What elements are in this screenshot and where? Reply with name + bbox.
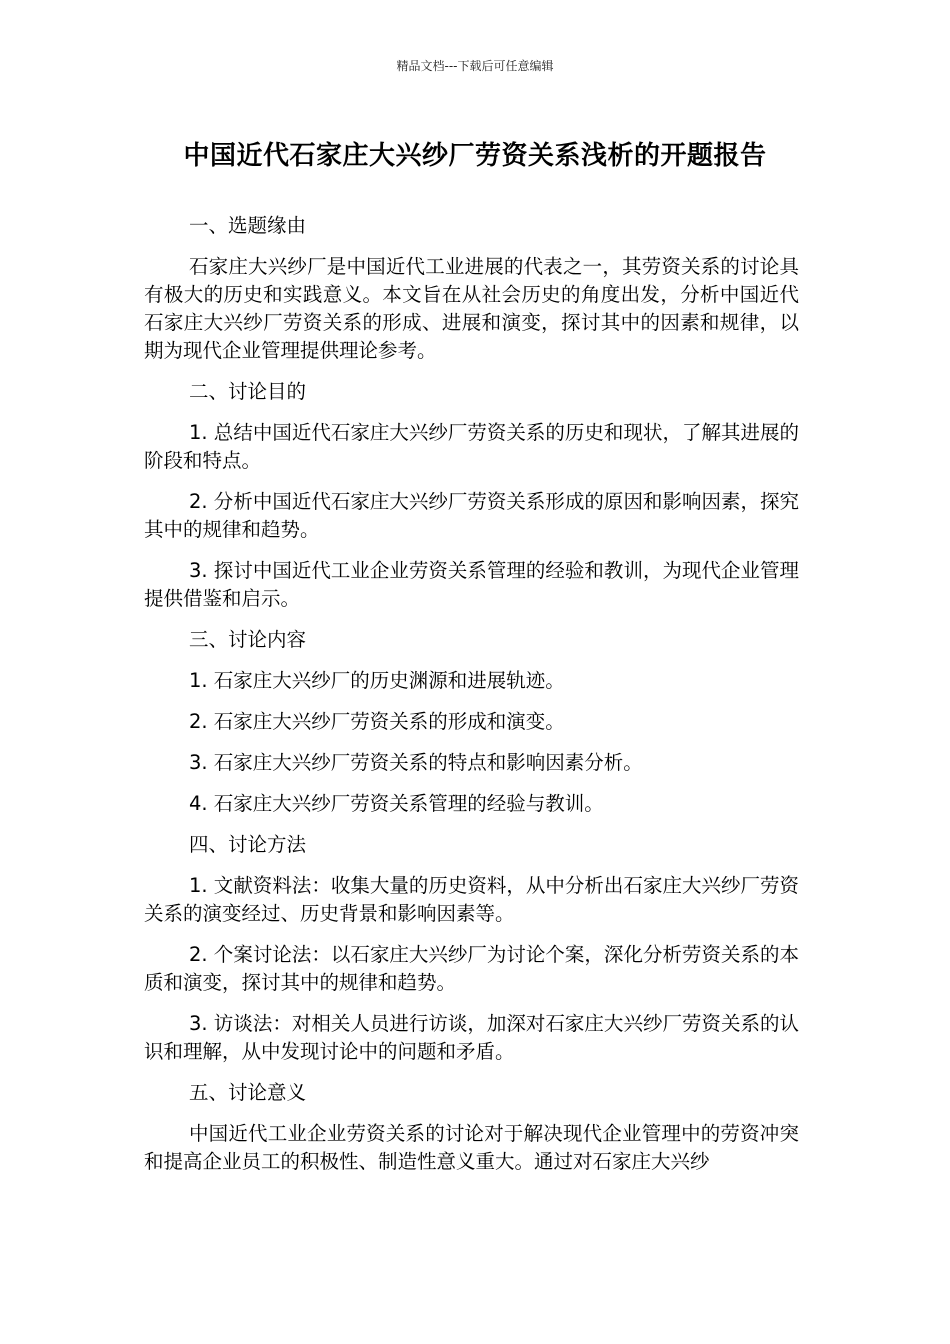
section-heading: 二、讨论目的	[189, 380, 307, 403]
list-item: 3. 探讨中国近代工业企业劳资关系管理的经验和教训，为现代企业管理提供借鉴和启示。	[144, 559, 799, 610]
list-item: 1. 文献资料法：收集大量的历史资料，从中分析出石家庄大兴纱厂劳资关系的演变经过、历史背景和影响因素等。	[144, 874, 799, 925]
list-item: 3. 石家庄大兴纱厂劳资关系的特点和影响因素分析。	[189, 751, 643, 774]
section-heading: 一、选题缘由	[189, 214, 307, 237]
header-note: 精品文档---下载后可任意编辑	[396, 59, 554, 73]
paragraph: 中国近代工业企业劳资关系的讨论对于解决现代企业管理中的劳资冲突和提高企业员工的积极性、制造性意义重大。通过对石家庄大兴纱	[144, 1122, 799, 1173]
list-item: 3. 访谈法：对相关人员进行访谈，加深对石家庄大兴纱厂劳资关系的认识和理解，从中发现讨论中的问题和矛盾。	[144, 1012, 799, 1063]
list-item: 2. 石家庄大兴纱厂劳资关系的形成和演变。	[189, 710, 565, 733]
section-heading: 五、讨论意义	[189, 1081, 307, 1104]
list-item: 4. 石家庄大兴纱厂劳资关系管理的经验与教训。	[189, 792, 604, 815]
section-heading: 三、讨论内容	[189, 628, 307, 651]
section-heading: 四、讨论方法	[189, 833, 307, 856]
list-item: 1. 石家庄大兴纱厂的历史渊源和进展轨迹。	[189, 669, 565, 692]
list-item: 1. 总结中国近代石家庄大兴纱厂劳资关系的历史和现状，了解其进展的阶段和特点。	[144, 421, 799, 472]
document-body	[144, 212, 799, 1189]
paragraph: 石家庄大兴纱厂是中国近代工业进展的代表之一，其劳资关系的讨论具有极大的历史和实践意义。本文旨在从社会历史的角度出发，分析中国近代石家庄大兴纱厂劳资关系的形成、进展和演变，探讨其中的因素和规律，以期为现代企业管理提供理论参考。	[144, 255, 799, 362]
list-item: 2. 个案讨论法：以石家庄大兴纱厂为讨论个案，深化分析劳资关系的本质和演变，探讨其中的规律和趋势。	[144, 943, 799, 994]
list-item: 2. 分析中国近代石家庄大兴纱厂劳资关系形成的原因和影响因素，探究其中的规律和趋势。	[144, 490, 799, 541]
document-title: 中国近代石家庄大兴纱厂劳资关系浅析的开题报告	[183, 141, 767, 171]
